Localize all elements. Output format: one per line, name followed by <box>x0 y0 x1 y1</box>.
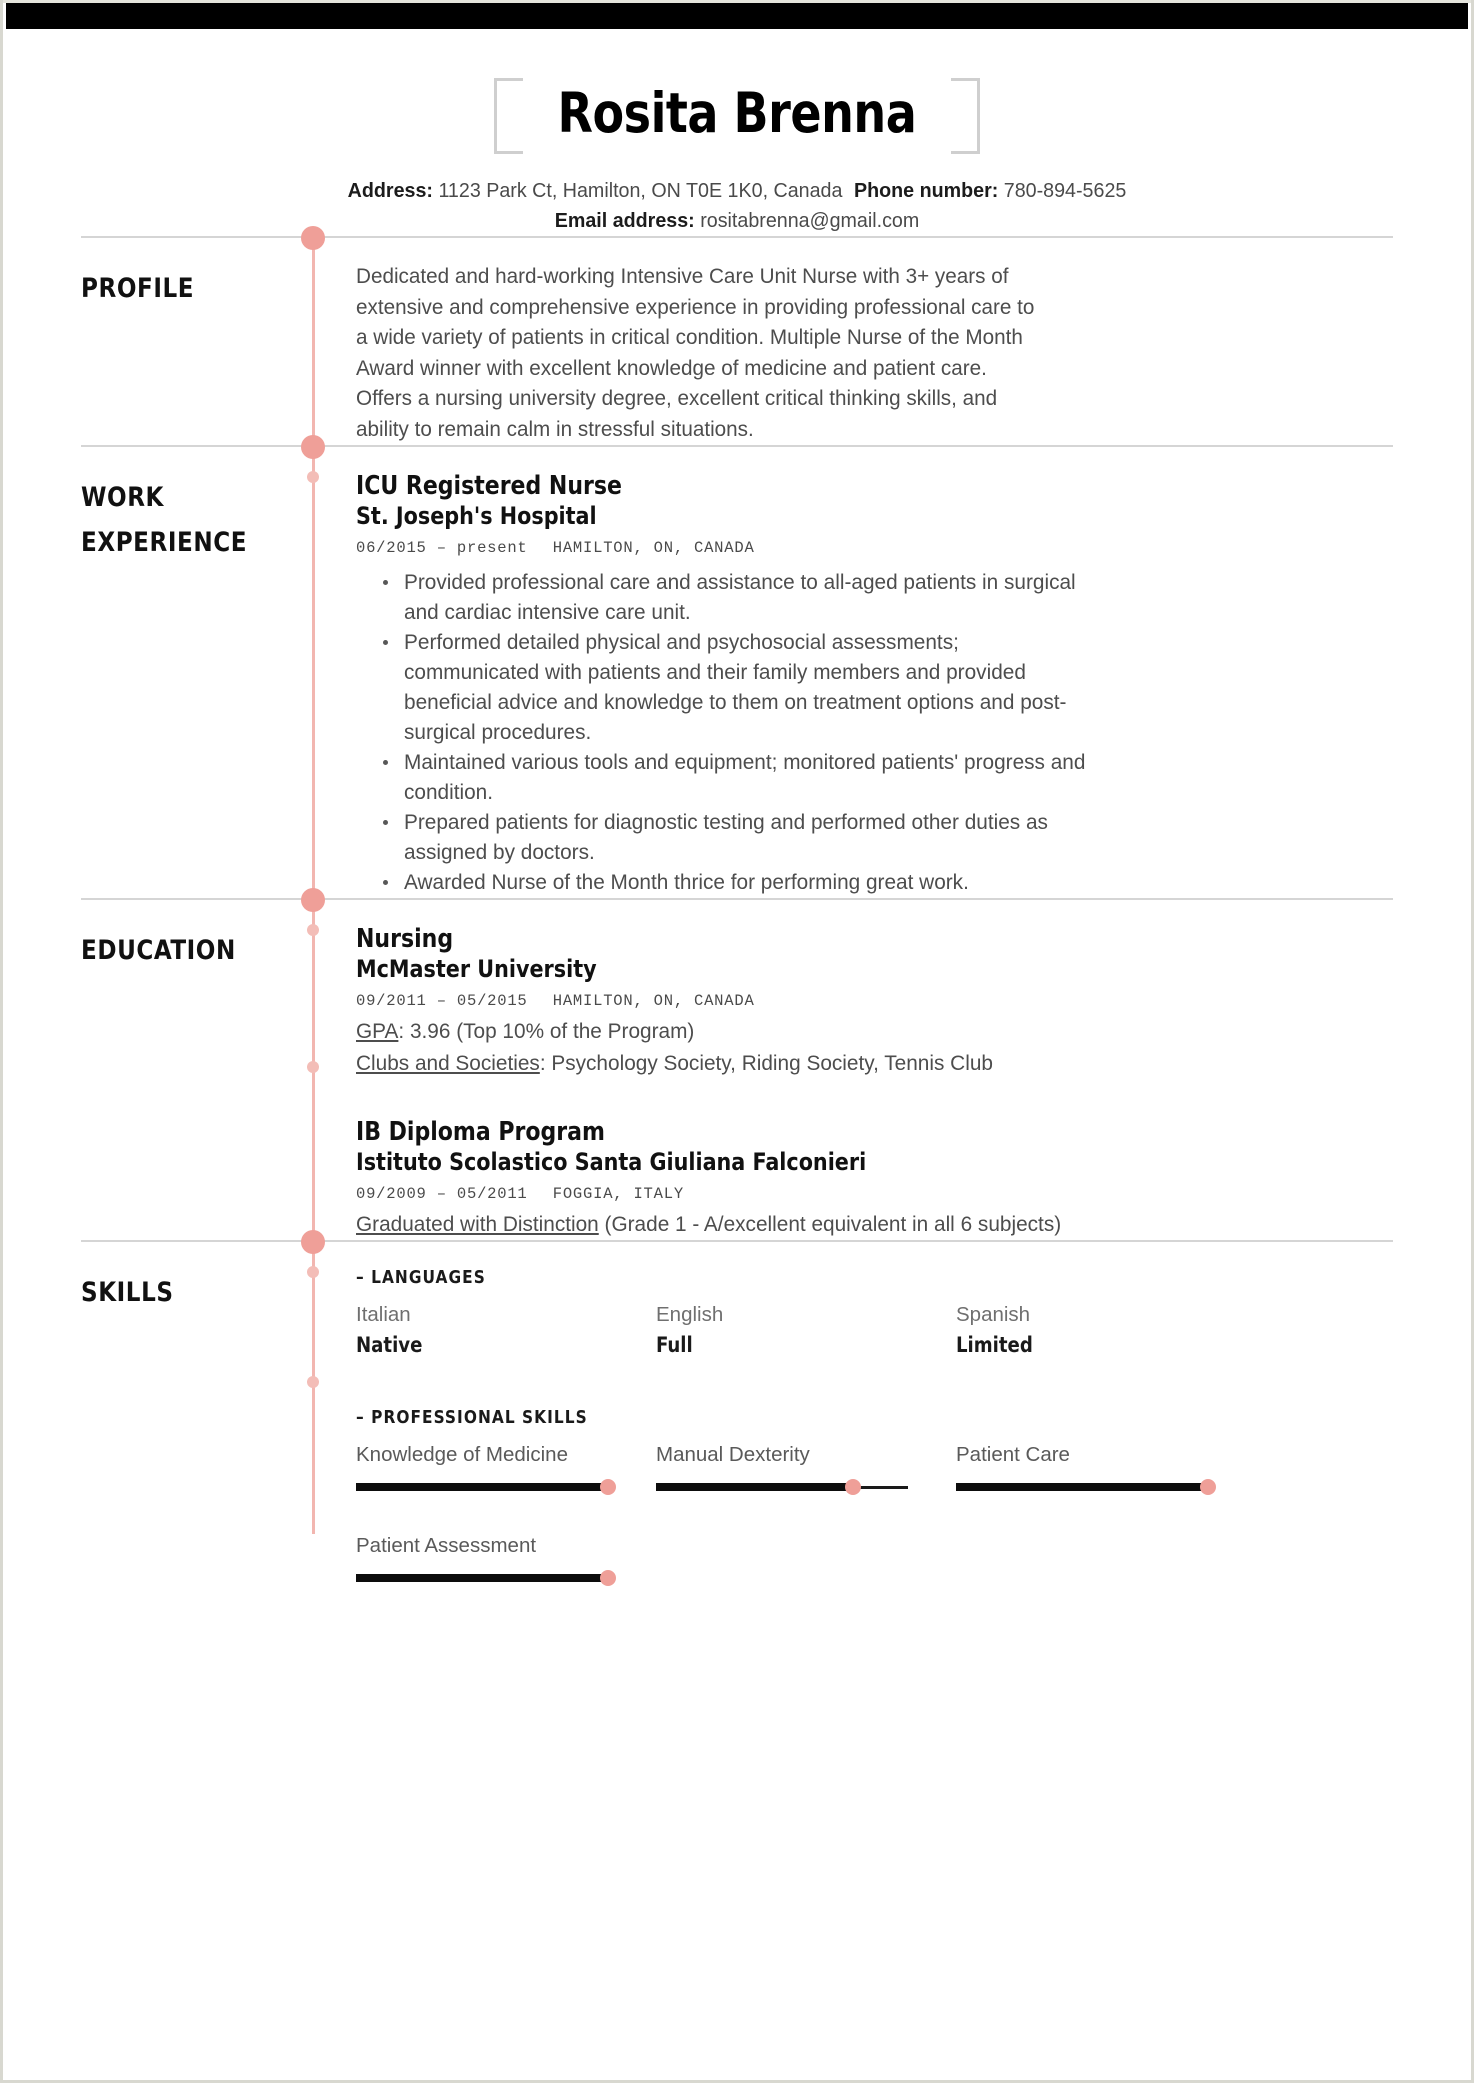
skill-name: Patient Care <box>956 1443 1070 1466</box>
skill-level-bar <box>356 1570 608 1586</box>
languages-grid <box>356 1300 1393 1360</box>
education-school: Istituto Scolastico Santa Giuliana Falconieri <box>356 1148 867 1176</box>
address-value: 1123 Park Ct, Hamilton, ON T0E 1K0, Canada <box>438 179 843 202</box>
languages-block <box>356 1266 1393 1360</box>
education-detail-value: : Psychology Society, Riding Society, Tennis Club <box>539 1052 993 1075</box>
education-detail <box>356 1210 1393 1240</box>
page-top-black-bar <box>6 3 1468 29</box>
address-label: Address: <box>347 179 433 202</box>
section-title-skills: SKILLS <box>81 1277 174 1308</box>
job-bullet: Awarded Nurse of the Month thrice for performing great work. <box>380 868 1094 898</box>
education-detail-label: Graduated with Distinction <box>356 1213 599 1236</box>
job-organization: St. Joseph's Hospital <box>356 502 597 530</box>
skill-bar-knob <box>600 1479 616 1495</box>
job-bullet-list <box>356 568 1393 898</box>
phone-label: Phone number: <box>853 179 999 202</box>
timeline-line <box>312 447 315 898</box>
email-label: Email address: <box>554 209 695 232</box>
right-bracket-decoration <box>951 78 980 154</box>
education-meta <box>356 1180 1362 1208</box>
section-title-education: EDUCATION <box>81 935 236 966</box>
education-school: McMaster University <box>356 955 597 983</box>
language-item <box>656 1300 956 1360</box>
skill-level-bar <box>956 1479 1208 1495</box>
job-bullet: Prepared patients for diagnostic testing and performed other duties as assigned by doctors. <box>380 808 1094 868</box>
email-value: rositabrenna@gmail.com <box>700 209 920 232</box>
timeline-section-dot <box>301 1230 325 1254</box>
resume-sheet <box>3 32 1471 2080</box>
education-entry <box>356 924 1393 1079</box>
skill-level-bar <box>356 1479 608 1495</box>
timeline-entry-dot <box>307 471 319 483</box>
timeline-entry-dot <box>307 1266 319 1278</box>
resume-header <box>81 32 1393 236</box>
languages-subheading: – LANGUAGES <box>356 1267 486 1288</box>
name-block <box>488 76 986 150</box>
education-detail <box>356 1017 1393 1047</box>
education-detail-label: Clubs and Societies <box>356 1052 540 1075</box>
skill-bar-fill <box>356 1483 608 1491</box>
profile-label-column <box>81 238 313 445</box>
education-detail-label: GPA <box>356 1020 399 1043</box>
education-detail-value: (Grade 1 - A/excellent equivalent in all 6 subjects) <box>598 1213 1062 1236</box>
language-name: Italian <box>356 1303 411 1326</box>
skills-label-column <box>81 1242 313 1622</box>
timeline-section-dot <box>301 226 325 250</box>
timeline-section-dot <box>301 435 325 459</box>
section-work-experience <box>81 445 1393 898</box>
skill-bar-knob <box>1200 1479 1216 1495</box>
skill-bar-knob <box>845 1479 861 1495</box>
skill-item <box>656 1440 956 1495</box>
job-location: HAMILTON, ON, CANADA <box>552 539 755 557</box>
skill-name: Manual Dexterity <box>656 1443 810 1466</box>
skill-bar-fill <box>356 1574 608 1582</box>
section-profile <box>81 236 1393 445</box>
left-bracket-decoration <box>494 78 523 154</box>
education-location: HAMILTON, ON, CANADA <box>552 992 755 1010</box>
language-name: Spanish <box>956 1303 1031 1326</box>
education-degree: IB Diploma Program <box>356 1117 605 1147</box>
timeline-section-dot <box>301 888 325 912</box>
professional-skills-grid <box>356 1440 1393 1622</box>
job-title: ICU Registered Nurse <box>356 471 622 501</box>
skill-item <box>956 1440 1256 1495</box>
education-dates: 09/2009 – 05/2011 <box>356 1185 528 1203</box>
candidate-name: Rosita Brenna <box>557 81 917 145</box>
language-level: Full <box>656 1333 693 1357</box>
education-location: FOGGIA, ITALY <box>552 1185 684 1203</box>
timeline-entry-dot <box>307 1376 319 1388</box>
professional-skills-block <box>356 1406 1393 1622</box>
profile-text: Dedicated and hard-working Intensive Care Unit Nurse with 3+ years of extensive and comprehensive experience in providing professional care to a wide variety of patients in critical condition. Multiple Nurse of the Month Award winner with excellent knowledge of medicine and patient care. Offers a nursing university degree, excellent critical thinking skills, and ability to remain calm in stressful situations. <box>356 265 1035 441</box>
skill-bar-fill <box>956 1483 1208 1491</box>
contact-line-2 <box>107 206 1367 236</box>
skill-level-bar <box>656 1479 908 1495</box>
job-bullet: Provided professional care and assistance to all-aged patients in surgical and cardiac intensive care unit. <box>380 568 1094 628</box>
timeline-entry-dot <box>307 924 319 936</box>
skill-bar-knob <box>600 1570 616 1586</box>
phone-value: 780-894-5625 <box>1003 179 1127 202</box>
section-skills <box>81 1240 1393 1622</box>
education-label-column <box>81 900 313 1240</box>
section-title-work-line1: WORK <box>81 482 165 513</box>
section-title-profile: PROFILE <box>81 273 195 304</box>
education-body <box>313 900 1393 1240</box>
profile-body <box>313 238 1393 445</box>
skill-name: Patient Assessment <box>356 1534 537 1557</box>
work-body <box>313 447 1393 898</box>
language-level: Limited <box>956 1333 1033 1357</box>
contact-line-1 <box>107 176 1367 206</box>
timeline-line <box>312 238 315 445</box>
section-title-work-line2: EXPERIENCE <box>81 527 248 558</box>
language-level: Native <box>356 1333 423 1357</box>
job-dates: 06/2015 – present <box>356 539 528 557</box>
section-education <box>81 898 1393 1240</box>
skills-body <box>313 1242 1393 1622</box>
education-detail-value: : 3.96 (Top 10% of the Program) <box>398 1020 695 1043</box>
professional-skills-subheading: – PROFESSIONAL SKILLS <box>356 1407 588 1428</box>
education-entry <box>356 1117 1393 1240</box>
skill-item <box>356 1531 656 1586</box>
language-item <box>356 1300 656 1360</box>
education-detail <box>356 1049 1393 1079</box>
language-item <box>956 1300 1256 1360</box>
education-degree: Nursing <box>356 924 454 954</box>
skill-item <box>356 1440 656 1495</box>
timeline-entry-dot <box>307 1061 319 1073</box>
job-bullet: Performed detailed physical and psychosocial assessments; communicated with patients and their family members and provided beneficial advice and knowledge to them on treatment options and post-surgical procedures. <box>380 628 1094 748</box>
skill-bar-fill <box>656 1483 853 1491</box>
timeline-line <box>312 1242 315 1534</box>
job-bullet: Maintained various tools and equipment; monitored patients' progress and condition. <box>380 748 1094 808</box>
education-meta <box>356 987 1362 1015</box>
work-label-column <box>81 447 313 898</box>
language-name: English <box>656 1303 724 1326</box>
job-meta <box>356 534 1362 562</box>
skill-name: Knowledge of Medicine <box>356 1443 568 1466</box>
work-entry <box>356 471 1393 898</box>
education-dates: 09/2011 – 05/2015 <box>356 992 528 1010</box>
